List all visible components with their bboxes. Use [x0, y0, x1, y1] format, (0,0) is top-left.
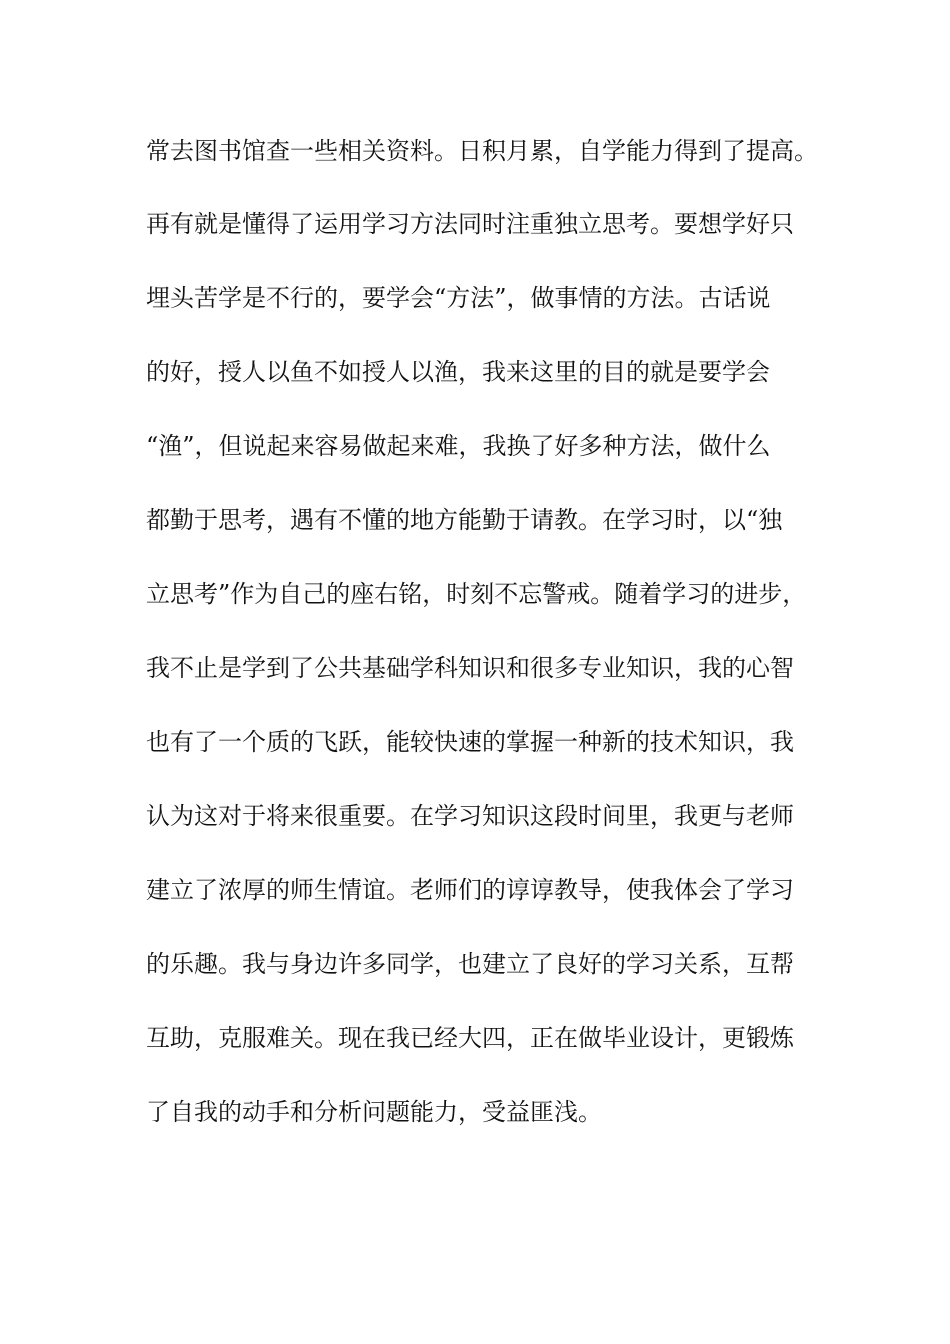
paragraph-line: 我不止是学到了公共基础学科知识和很多专业知识，我的心智 — [146, 654, 794, 682]
paragraph-line: 了自我的动手和分析问题能力，受益匪浅。 — [146, 1098, 602, 1126]
paragraph-line: 常去图书馆查一些相关资料。日积月累，自学能力得到了提高。 — [146, 137, 818, 165]
paragraph-line: 也有了一个质的飞跃，能较快速的掌握一种新的技术知识，我 — [146, 728, 794, 756]
paragraph-line: 认为这对于将来很重要。在学习知识这段时间里，我更与老师 — [146, 802, 794, 830]
paragraph-line: 互助，克服难关。现在我已经大四，正在做毕业设计，更锻炼 — [146, 1024, 794, 1052]
paragraph-line: “渔”，但说起来容易做起来难，我换了好多种方法，做什么 — [146, 432, 771, 460]
paragraph-line: 的好，授人以鱼不如授人以渔，我来这里的目的就是要学会 — [146, 358, 770, 386]
paragraph-line: 建立了浓厚的师生情谊。老师们的谆谆教导，使我体会了学习 — [146, 876, 794, 904]
paragraph-line: 埋头苦学是不行的，要学会“方法”，做事情的方法。古话说 — [146, 284, 771, 312]
paragraph-line: 再有就是懂得了运用学习方法同时注重独立思考。要想学好只 — [146, 210, 794, 238]
paragraph-line: 都勤于思考，遇有不懂的地方能勤于请教。在学习时，以“独 — [146, 506, 783, 534]
paragraph-line: 的乐趣。我与身边许多同学，也建立了良好的学习关系，互帮 — [146, 950, 794, 978]
paragraph-line: 立思考”作为自己的座右铭，时刻不忘警戒。随着学习的进步， — [146, 580, 807, 608]
